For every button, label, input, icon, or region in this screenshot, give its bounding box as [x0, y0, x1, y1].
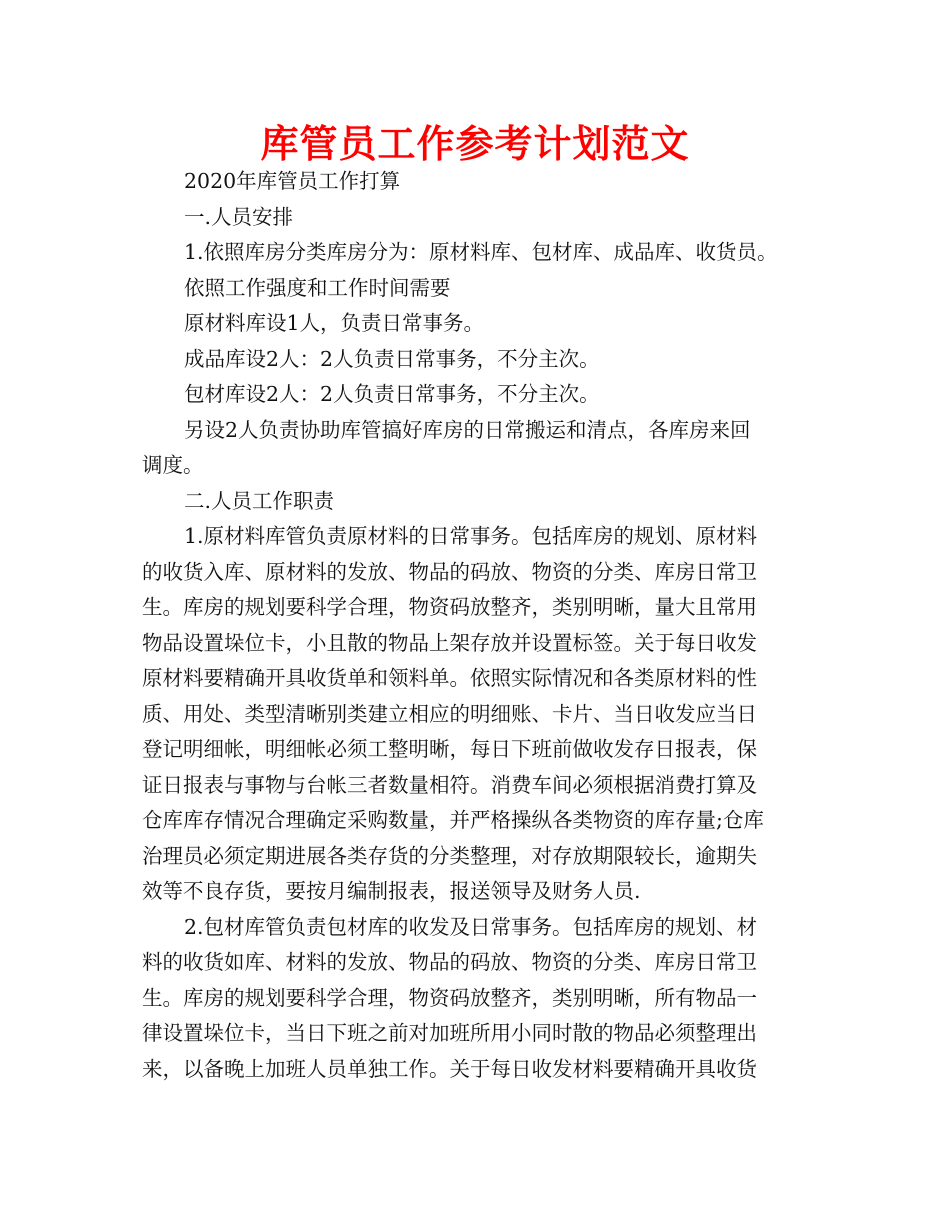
text-line: 生。库房的规划要科学合理，物资码放整齐，类别明晰，所有物品一	[142, 985, 757, 1010]
text-line: 登记明细帐，明细帐必须工整明晰，每日下班前做收发存日报表，保	[142, 737, 757, 761]
text-line: 物品设置垛位卡，小且散的物品上架存放并设置标签。关于每日收发	[142, 630, 757, 655]
text-line: 原材料要精确开具收货单和领料单。依照实际情况和各类原材料的性	[142, 666, 757, 690]
text-line: 原材料库设1人，负责日常事务。	[184, 311, 485, 335]
document-body	[142, 164, 812, 1087]
text-line: 来，以备晚上加班人员单独工作。关于每日收发材料要精确开具收货	[142, 1056, 757, 1081]
text-line: 1.依照库房分类库房分为：原材料库、包材库、成品库、收货员。	[184, 240, 778, 264]
document-title: 库管员工作参考计划范文	[260, 122, 690, 166]
text-line: 二.人员工作职责	[184, 488, 335, 513]
text-line: 成品库设2人：2人负责日常事务，不分主次。	[184, 346, 600, 371]
text-line: 料的收货如库、材料的发放、物品的码放、物资的分类、库房日常卫	[142, 950, 757, 974]
text-line: 效等不良存货，要按月编制报表，报送领导及财务人员.	[142, 879, 641, 903]
text-line: 仓库库存情况合理确定采购数量，并严格操纵各类物资的库存量;仓库	[142, 808, 764, 832]
text-line: 1.原材料库管负责原材料的日常事务。包括库房的规划、原材料	[184, 524, 758, 548]
text-line: 依照工作强度和工作时间需要	[184, 275, 451, 300]
text-line: 一.人员安排	[184, 204, 294, 229]
text-line: 2020年库管员工作打算	[184, 169, 401, 193]
text-line: 调度。	[142, 453, 204, 477]
text-line: 另设2人负责协助库管搞好库房的日常搬运和清点，各库房来回	[184, 417, 751, 442]
text-line: 质、用处、类型清晰别类建立相应的明细账、卡片、当日收发应当日	[142, 701, 757, 726]
text-line: 证日报表与事物与台帐三者数量相符。消费车间必须根据消费打算及	[142, 772, 757, 797]
text-line: 的收货入库、原材料的发放、物品的码放、物资的分类、库房日常卫	[142, 559, 757, 584]
text-line: 治理员必须定期进展各类存货的分类整理，对存放期限较长，逾期失	[142, 843, 757, 868]
text-line: 2.包材库管负责包材库的收发及日常事务。包括库房的规划、材	[184, 914, 758, 939]
text-line: 律设置垛位卡，当日下班之前对加班所用小同时散的物品必须整理出	[142, 1021, 757, 1045]
text-line: 生。库房的规划要科学合理，物资码放整齐，类别明晰，量大且常用	[142, 595, 757, 619]
text-line: 包材库设2人：2人负责日常事务，不分主次。	[184, 382, 600, 406]
